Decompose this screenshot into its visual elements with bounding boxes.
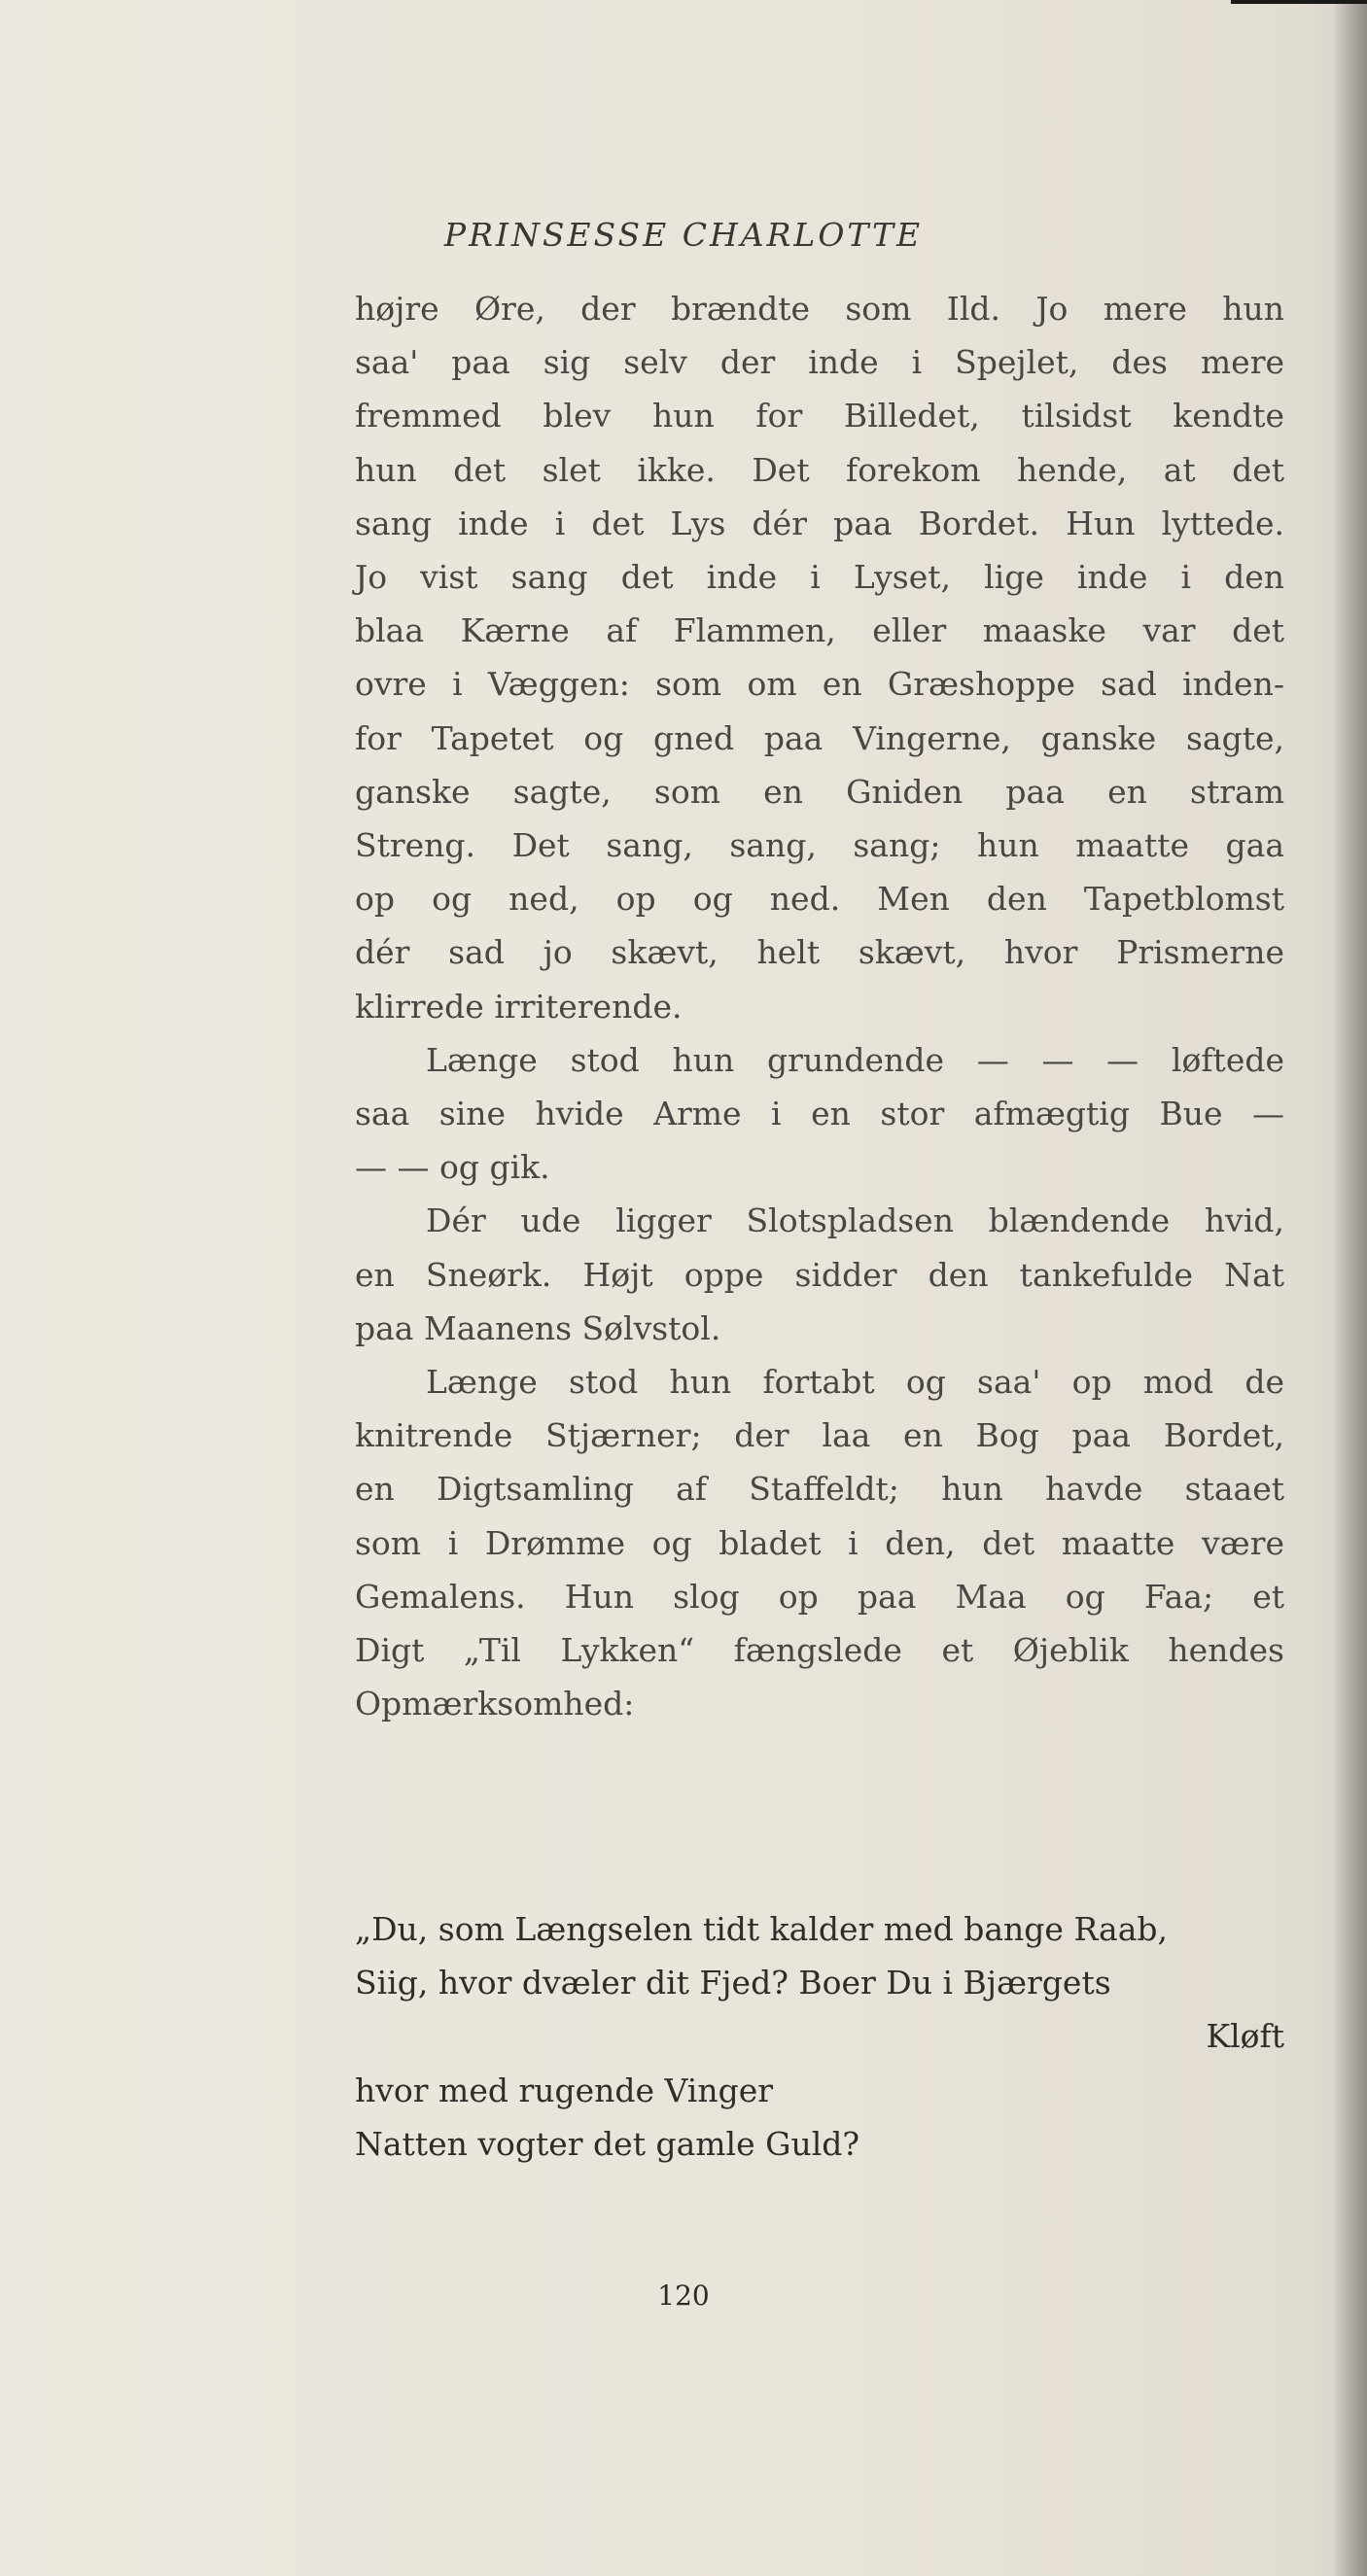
text-line: som i Drømme og bladet i den, det maatte være (355, 1523, 1284, 1562)
page-edge-mark (1231, 0, 1367, 4)
text-line: hun det slet ikke. Det forekom hende, at det (355, 450, 1284, 489)
paragraph (355, 1033, 1284, 1195)
text-line: saa' paa sig selv der inde i Spejlet, des mere (355, 343, 1284, 382)
text-line: en Digtsamling af Staffeldt; hun havde staaet (355, 1470, 1284, 1509)
running-head: PRINSESSE CHARLOTTE (443, 216, 924, 254)
text-line: blaa Kærne af Flammen, eller maaske var det (355, 611, 1284, 650)
paragraph (355, 1355, 1284, 1730)
text-line: Længe stod hun fortabt og saa' op mod de (426, 1363, 1284, 1402)
text-line: op og ned, op og ned. Men den Tapetblomst (355, 880, 1284, 919)
poem-line-runover: Kløft (1206, 2017, 1284, 2056)
text-line: ganske sagte, som en Gniden paa en stram (355, 772, 1284, 811)
text-line: paa Maanens Sølvstol. (355, 1308, 721, 1347)
poem-line: Natten vogter det gamle Guld? (355, 2124, 860, 2163)
text-line: en Sneørk. Højt oppe sidder den tankefulde Nat (355, 1255, 1284, 1294)
text-line: for Tapetet og gned paa Vingerne, ganske sagte, (355, 718, 1284, 757)
text-line: Digt „Til Lykken“ fængslede et Øjeblik hendes (355, 1631, 1284, 1670)
body-text (355, 282, 1284, 1730)
text-line: Jo vist sang det inde i Lyset, lige inde i den (355, 558, 1284, 597)
text-line: saa sine hvide Arme i en stor afmægtig Bue — (355, 1095, 1284, 1133)
text-line: — — og gik. (355, 1148, 550, 1187)
text-line: højre Øre, der brændte som Ild. Jo mere hun (355, 290, 1284, 328)
poem-line: hvor med rugende Vinger (355, 2071, 774, 2109)
poem-line: „Du, som Længselen tidt kalder med bange Raab, (355, 1910, 1169, 1948)
paragraph (355, 282, 1284, 1033)
poem-line: Siig, hvor dvæler dit Fjed? Boer Du i Bjærgets (355, 1964, 1111, 2002)
page-edge-shadow (1334, 0, 1367, 2576)
text-line: sang inde i det Lys dér paa Bordet. Hun lyttede. (355, 504, 1284, 542)
text-line: knitrende Stjærner; der laa en Bog paa Bordet, (355, 1416, 1284, 1455)
text-line: ovre i Væggen: som om en Græshoppe sad inden- (355, 665, 1284, 704)
text-line: Længe stod hun grundende — — — løftede (426, 1040, 1284, 1079)
text-line: Dér ude ligger Slotspladsen blændende hvid, (426, 1201, 1284, 1240)
text-line: klirrede irriterende. (355, 987, 683, 1026)
poem-quote (355, 1902, 1284, 2171)
text-line: Gemalens. Hun slog op paa Maa og Faa; et (355, 1577, 1284, 1616)
paragraph (355, 1194, 1284, 1355)
page-number: 120 (657, 2280, 710, 2312)
text-line: Streng. Det sang, sang, sang; hun maatte gaa (355, 826, 1284, 865)
text-line: fremmed blev hun for Billedet, tilsidst kendte (355, 397, 1284, 435)
text-line: dér sad jo skævt, helt skævt, hvor Prismerne (355, 933, 1284, 972)
text-line: Opmærksomhed: (355, 1685, 635, 1723)
